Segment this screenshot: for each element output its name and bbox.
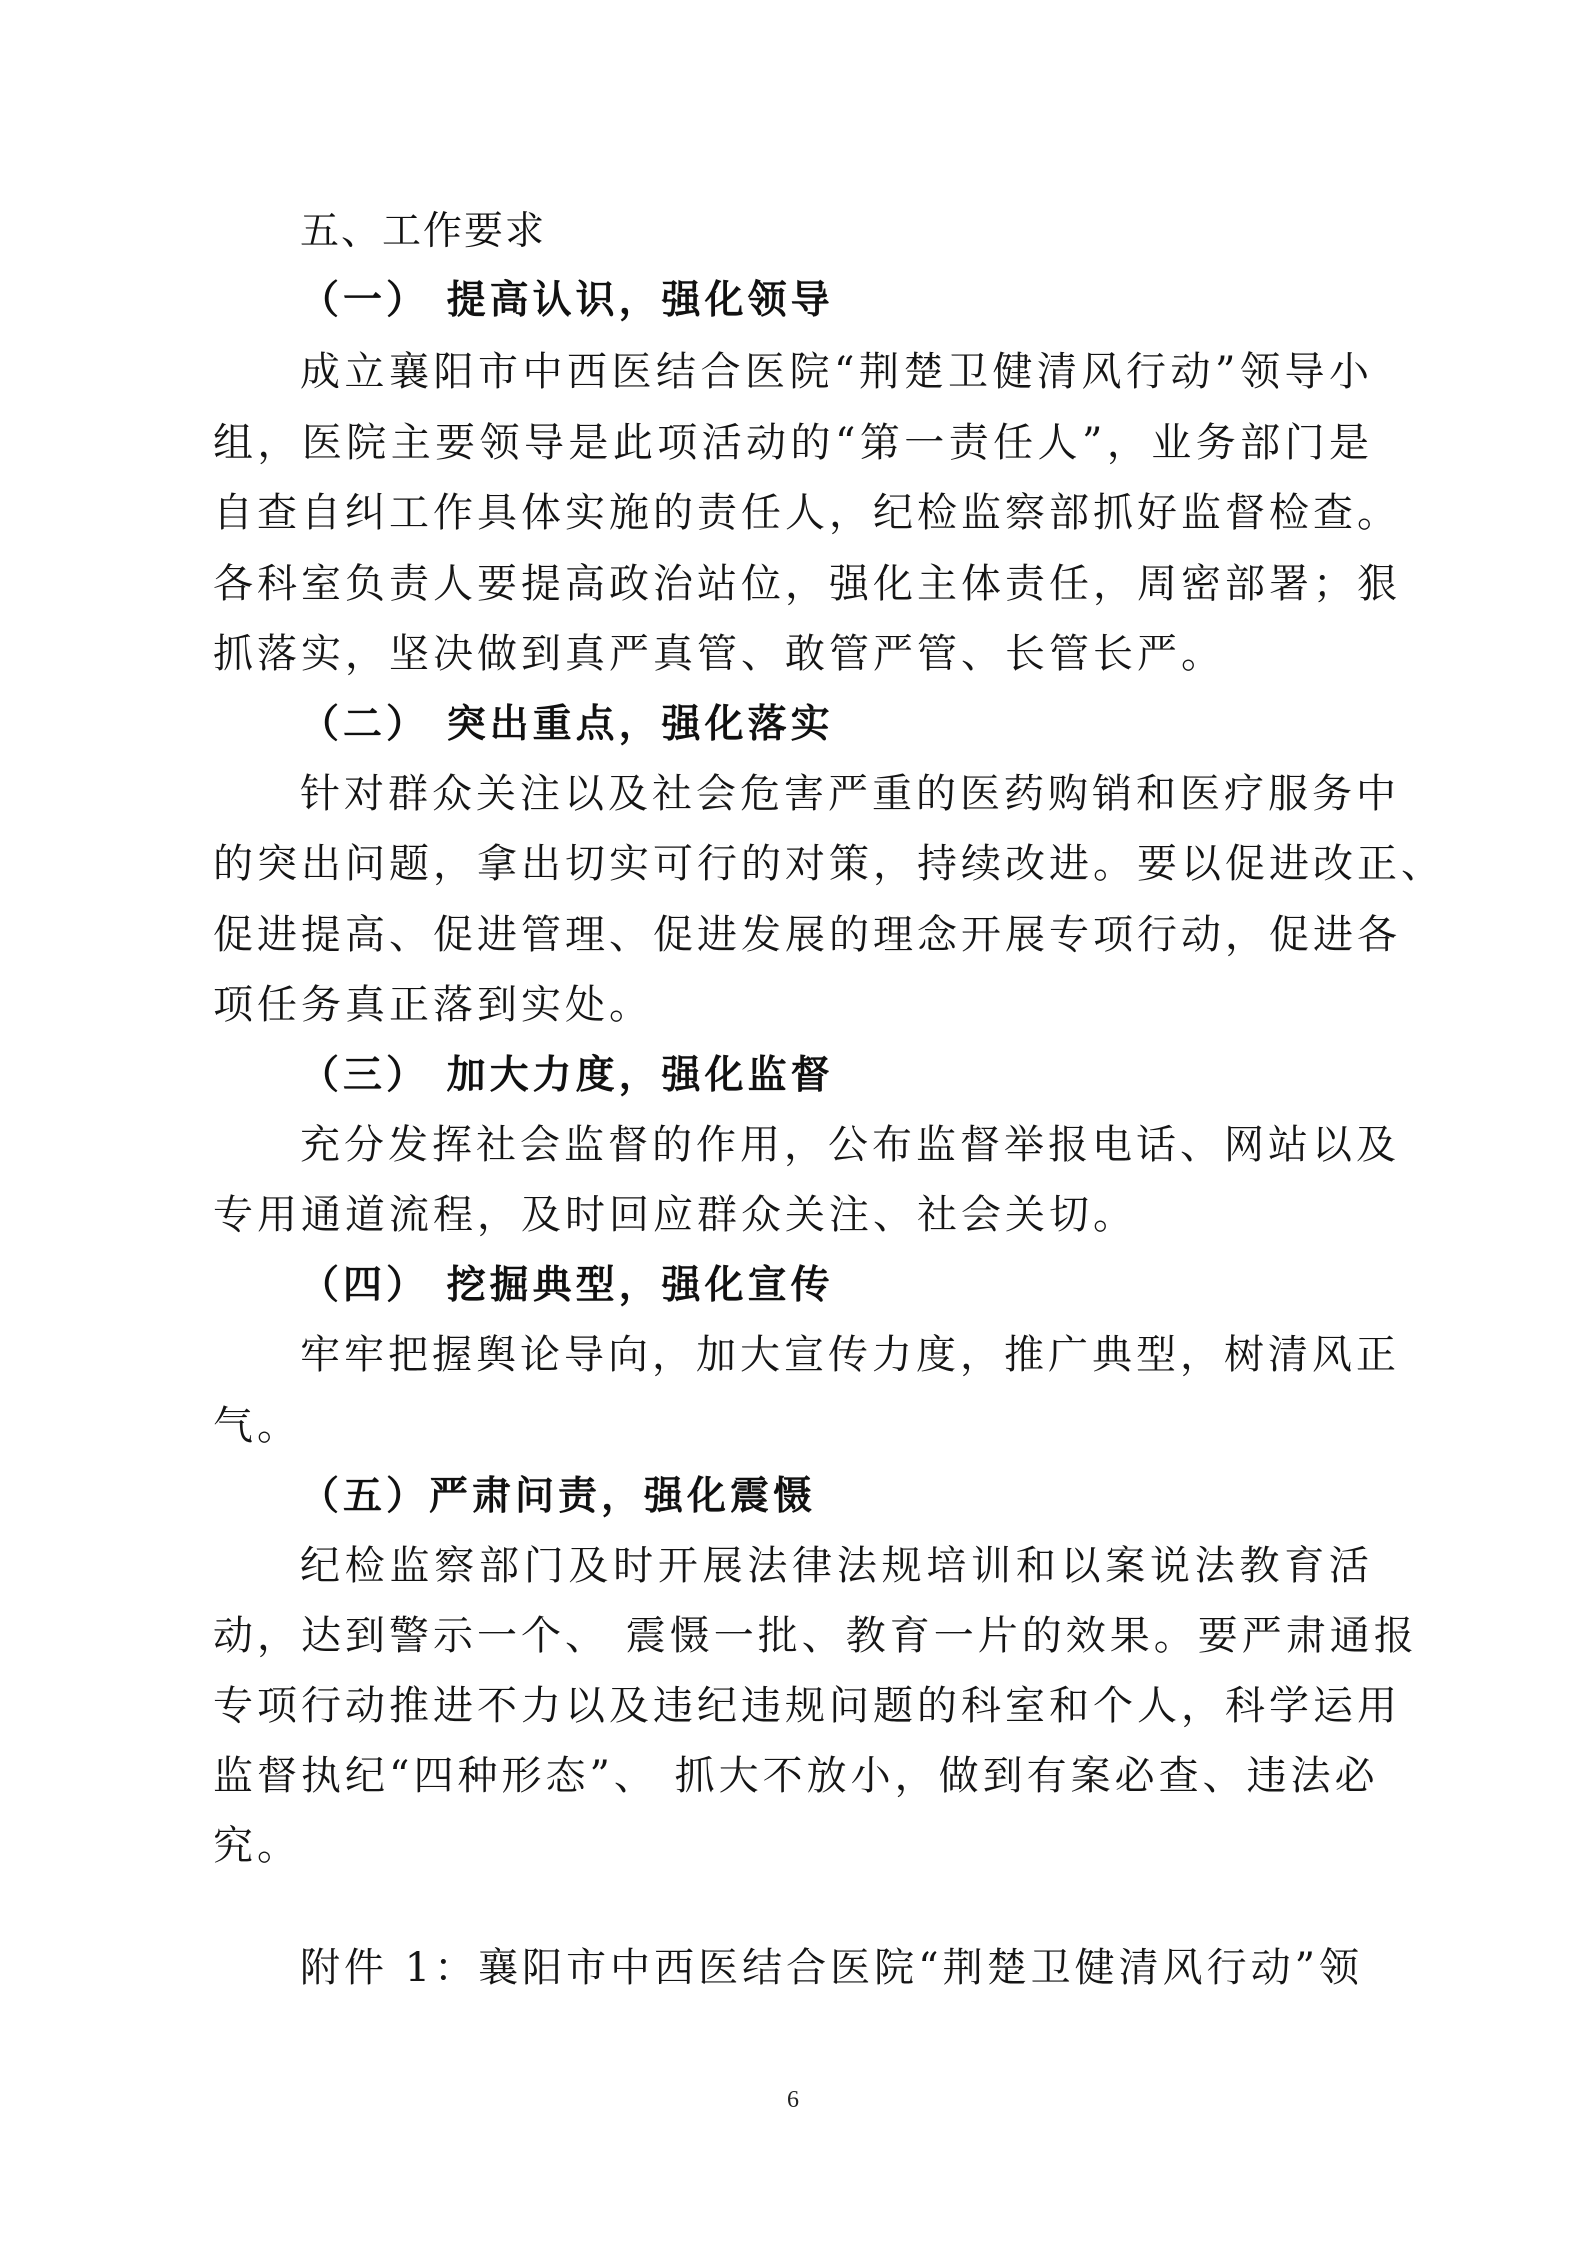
paragraph-line: 自查自纠工作具体实施的责任人，纪检监察部抓好监督检查。 — [213, 490, 1401, 536]
paragraph-line: 充分发挥社会监督的作用，公布监督举报电话、网站以及 — [300, 1122, 1400, 1168]
paragraph-line: 促进提高、促进管理、促进发展的理念开展专项行动，促进各 — [213, 912, 1401, 958]
paragraph-line: 纪检监察部门及时开展法律法规培训和以案说法教育活 — [300, 1543, 1373, 1589]
paragraph-line: 成立襄阳市中西医结合医院“荆楚卫健清风行动”领导小 — [300, 349, 1373, 395]
subsection-heading-2: （二） 突出重点，强化落实 — [300, 701, 834, 747]
subsection-heading-3: （三） 加大力度，强化监督 — [300, 1052, 834, 1098]
paragraph-line: 项任务真正落到实处。 — [213, 982, 653, 1028]
paragraph-line: 针对群众关注以及社会危害严重的医药购销和医疗服务中 — [300, 771, 1400, 817]
page-number: 6 — [787, 2087, 799, 2113]
paragraph-line: 监督执纪“四种形态”、 抓大不放小，做到有案必查、违法必 — [213, 1753, 1379, 1799]
paragraph-line: 专项行动推进不力以及违纪违规问题的科室和个人，科学运用 — [213, 1683, 1401, 1729]
paragraph-line: 动，达到警示一个、 震慑一批、教育一片的效果。要严肃通报 — [213, 1613, 1418, 1659]
paragraph-line: 的突出问题，拿出切实可行的对策，持续改进。要以促进改正、 — [213, 841, 1445, 887]
paragraph-line: 专用通道流程，及时回应群众关注、社会关切。 — [213, 1192, 1137, 1238]
paragraph-line: 抓落实，坚决做到真严真管、敢管严管、长管长严。 — [213, 631, 1225, 677]
attachment-line: 附件 1：襄阳市中西医结合医院“荆楚卫健清风行动”领 — [300, 1945, 1364, 1991]
section-title: 五、工作要求 — [300, 209, 547, 254]
paragraph-line: 究。 — [213, 1823, 301, 1869]
paragraph-line: 各科室负责人要提高政治站位，强化主体责任，周密部署；狠 — [213, 561, 1401, 607]
paragraph-line: 牢牢把握舆论导向，加大宣传力度，推广典型，树清风正 — [300, 1332, 1400, 1378]
paragraph-line: 组，医院主要领导是此项活动的“第一责任人”，业务部门是 — [213, 420, 1373, 466]
subsection-heading-5: （五）严肃问责，强化震慑 — [300, 1473, 817, 1519]
subsection-heading-4: （四） 挖掘典型，强化宣传 — [300, 1262, 834, 1308]
paragraph-line: 气。 — [213, 1403, 301, 1449]
subsection-heading-1: （一） 提高认识，强化领导 — [300, 277, 834, 323]
